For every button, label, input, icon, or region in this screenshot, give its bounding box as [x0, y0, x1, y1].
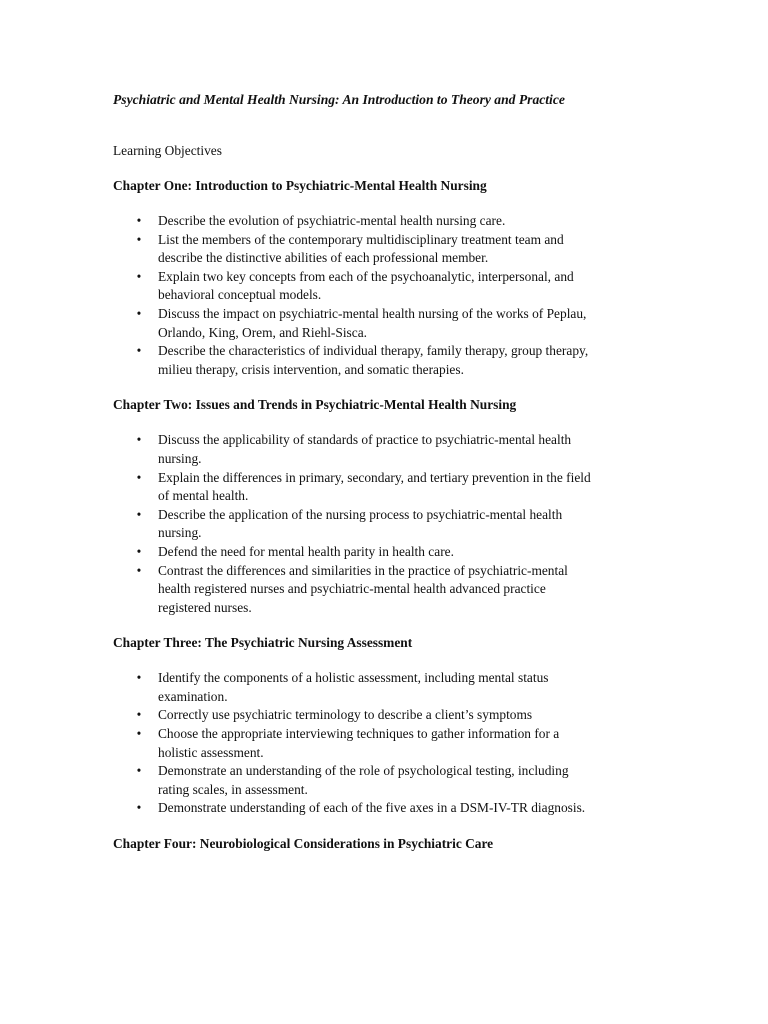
objective-text-line: describe the distinctive abilities of each professional member. [158, 250, 489, 266]
bullet-icon: • [136, 707, 142, 723]
bullet-icon: • [136, 506, 142, 522]
list-item [113, 268, 653, 305]
chapters-container [113, 177, 653, 853]
objective-text-line: nursing. [158, 525, 202, 541]
list-item [113, 231, 653, 268]
list-item [113, 799, 653, 818]
objective-text-line: Describe the characteristics of individual therapy, family therapy, group therapy, [158, 343, 589, 359]
bullet-icon: • [136, 213, 142, 228]
objectives-list [113, 212, 653, 379]
objective-text-line: Describe the evolution of psychiatric-mental health nursing care. [158, 213, 506, 228]
objective-text-line: milieu therapy, crisis intervention, and somatic therapies. [158, 361, 464, 377]
list-item [113, 431, 653, 468]
list-item [113, 762, 653, 799]
objectives-list [113, 431, 653, 617]
objective-text-line: rating scales, in assessment. [158, 781, 308, 797]
objective-text-line: Explain the differences in primary, secondary, and tertiary prevention in the field [158, 469, 591, 485]
bullet-icon: • [136, 343, 142, 359]
bullet-icon: • [136, 268, 142, 284]
objective-text-line: behavioral conceptual models. [158, 287, 322, 303]
list-item [113, 562, 653, 618]
list-item [113, 669, 653, 706]
objective-text-line: health registered nurses and psychiatric-mental health advanced practice [158, 581, 546, 597]
bullet-icon: • [136, 800, 142, 816]
objective-text-line: registered nurses. [158, 599, 252, 615]
section-label: Learning Objectives [113, 143, 222, 158]
bullet-icon: • [136, 432, 142, 448]
objective-text-line: Defend the need for mental health parity in health care. [158, 543, 454, 559]
chapter-heading: Chapter Two: Issues and Trends in Psychiatric-Mental Health Nursing [113, 397, 517, 413]
objective-text-line: Identify the components of a holistic assessment, including mental status [158, 670, 549, 686]
list-item [113, 469, 653, 506]
list-item [113, 342, 653, 379]
objective-text-line: holistic assessment. [158, 744, 264, 760]
objective-text-line: Choose the appropriate interviewing techniques to gather information for a [158, 726, 560, 742]
objective-text-line: nursing. [158, 450, 202, 466]
objective-text-line: Discuss the applicability of standards of practice to psychiatric-mental health [158, 432, 572, 448]
objective-text-line: of mental health. [158, 488, 249, 504]
objective-text-line: Demonstrate understanding of each of the five axes in a DSM-IV-TR diagnosis. [158, 800, 586, 816]
bullet-icon: • [136, 305, 142, 321]
chapter-heading: Chapter Three: The Psychiatric Nursing Assessment [113, 635, 413, 651]
document-page [113, 91, 653, 853]
list-item [113, 725, 653, 762]
objective-text-line: List the members of the contemporary multidisciplinary treatment team and [158, 231, 564, 247]
list-item [113, 543, 653, 562]
objective-text-line: Correctly use psychiatric terminology to describe a client’s symptoms [158, 707, 533, 723]
objective-text-line: examination. [158, 688, 228, 704]
objectives-list [113, 669, 653, 818]
chapter-heading: Chapter Four: Neurobiological Considerations in Psychiatric Care [113, 836, 494, 852]
objective-text-line: Discuss the impact on psychiatric-mental health nursing of the works of Peplau, [158, 305, 587, 321]
list-item [113, 212, 653, 231]
list-item [113, 305, 653, 342]
bullet-icon: • [136, 469, 142, 485]
objective-text-line: Contrast the differences and similarities in the practice of psychiatric-mental [158, 562, 568, 578]
list-item [113, 706, 653, 725]
objective-text-line: Orlando, King, Orem, and Riehl-Sisca. [158, 324, 367, 340]
chapter-heading: Chapter One: Introduction to Psychiatric-Mental Health Nursing [113, 178, 487, 193]
bullet-icon: • [136, 670, 142, 686]
bullet-icon: • [136, 231, 142, 247]
objective-text-line: Demonstrate an understanding of the role of psychological testing, including [158, 763, 569, 779]
bullet-icon: • [136, 726, 142, 742]
objective-text-line: Describe the application of the nursing process to psychiatric-mental health [158, 506, 563, 522]
list-item [113, 506, 653, 543]
objective-text-line: Explain two key concepts from each of the psychoanalytic, interpersonal, and [158, 268, 574, 284]
document-title: Psychiatric and Mental Health Nursing: An Introduction to Theory and Practice [113, 92, 565, 107]
bullet-icon: • [136, 763, 142, 779]
bullet-icon: • [136, 562, 142, 578]
bullet-icon: • [136, 543, 142, 559]
